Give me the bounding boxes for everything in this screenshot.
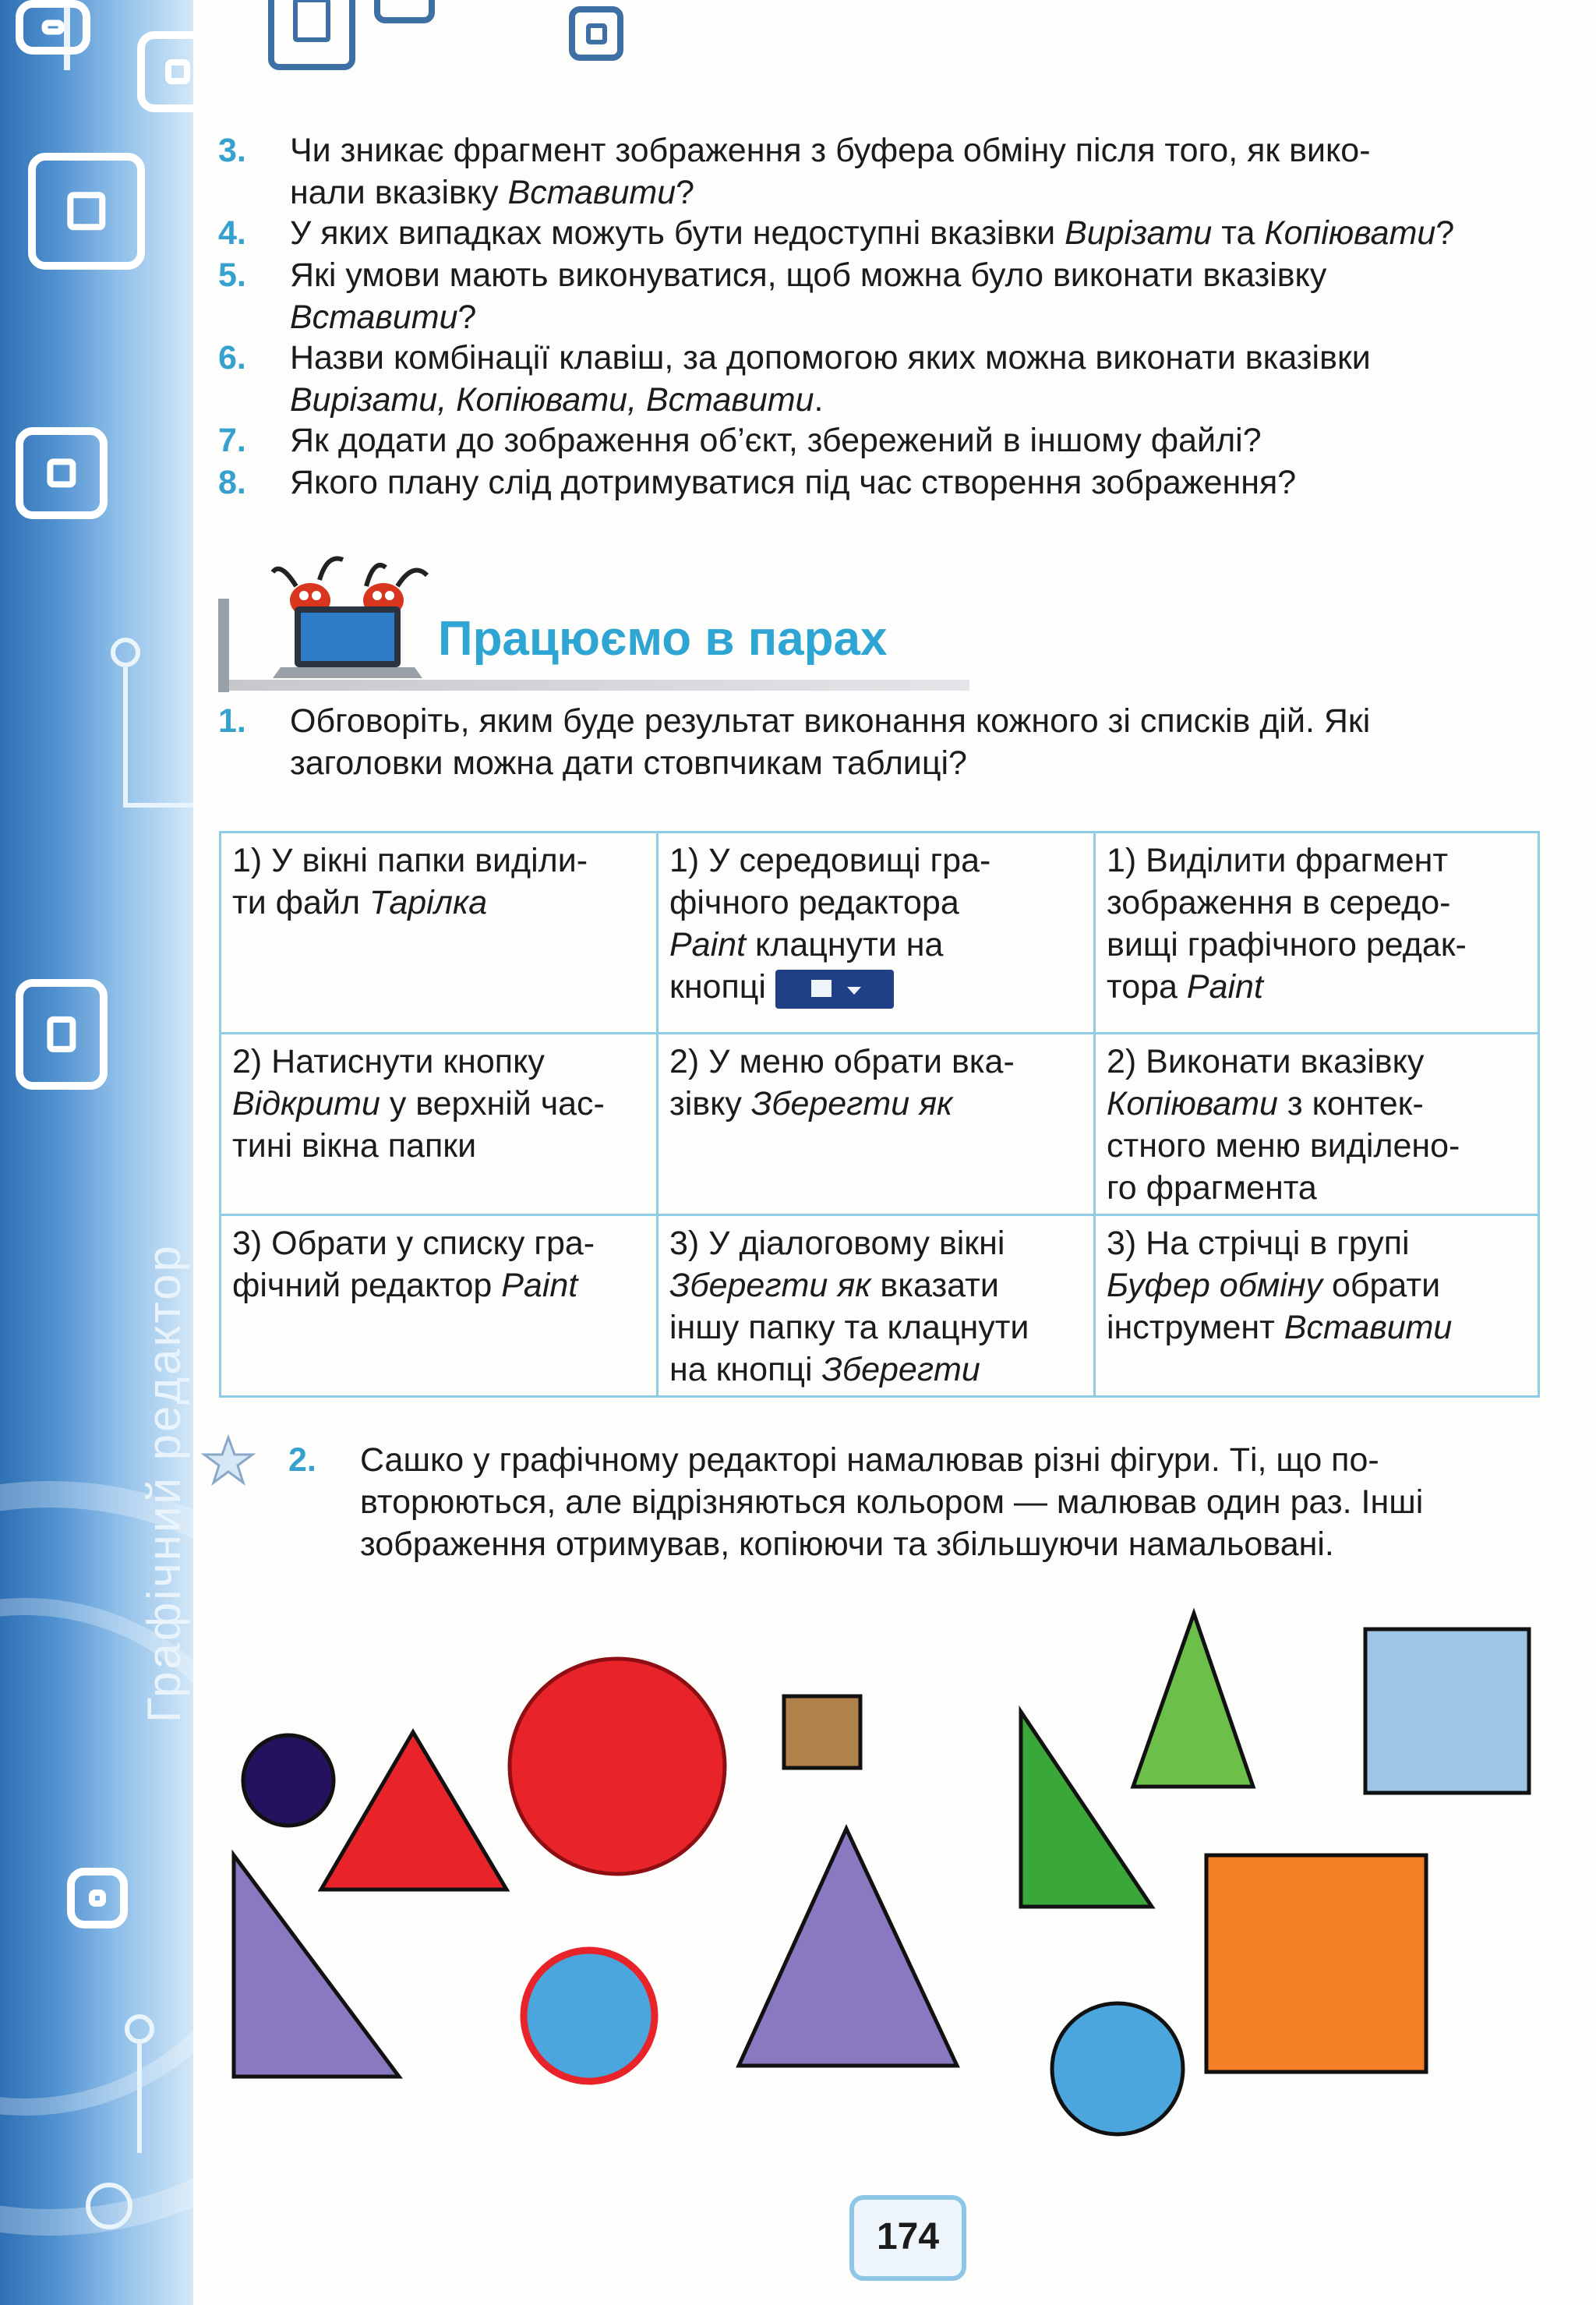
text-run: Як додати до зображення об’єкт, збережений в іншому файлі?	[290, 422, 1262, 459]
blue-circle-red-outline	[524, 1950, 655, 2081]
item-number: 1.	[218, 702, 246, 740]
text-run: нали вказівку	[290, 174, 508, 211]
blue-circle	[1052, 2003, 1183, 2134]
text-run: 2) Виконати вказівку	[1107, 1043, 1425, 1080]
command-name: Вставити	[507, 174, 676, 211]
text-run: фічного редактора	[669, 884, 959, 921]
text-run: зображення отримував, копіюючи та збільшуючи намальовані.	[360, 1525, 1334, 1563]
text-run: Назви комбінації клавіш, за допомогою яких можна виконати вказівки	[290, 339, 1371, 377]
text-run: У яких випадках можуть бути недоступні вказівки	[290, 214, 1065, 252]
text-run: Чи зникає фрагмент зображення з буфера обміну після того, як вико-	[290, 132, 1371, 169]
green-right-triangle	[1021, 1712, 1152, 1907]
small-dark-circle	[243, 1735, 334, 1826]
text-run: Обговоріть, яким буде результат виконання кожного зі списків дій. Які	[290, 702, 1371, 740]
text-run: вторюються, але відрізняються кольором — малював один раз. Інші	[360, 1483, 1424, 1521]
command-name: Paint	[501, 1267, 578, 1304]
text-run: ?	[1435, 214, 1455, 252]
sidebar-label: Графічний редактор	[138, 1243, 190, 1723]
command-name: Вставити	[1284, 1309, 1453, 1346]
command-name: Вирізати, Копіювати, Вставити	[290, 381, 814, 419]
item-number: 6.	[218, 339, 246, 377]
text-run: ти файл	[232, 884, 370, 921]
text-run: обрати	[1322, 1267, 1441, 1304]
text-run: 3) На стрічці в групі	[1107, 1225, 1410, 1262]
text-run: заголовки можна дати стовпчикам таблиці?	[290, 744, 967, 782]
page-number: 174	[849, 2195, 966, 2281]
text-run: іншу папку та клацнути	[669, 1309, 1029, 1346]
text-run: ?	[676, 174, 695, 211]
light-blue-square	[1365, 1629, 1529, 1793]
command-name: Paint	[669, 926, 747, 963]
text-run: 2) У меню обрати вка-	[669, 1043, 1015, 1080]
text-run: 2) Натиснути кнопку	[232, 1043, 545, 1080]
text-run: клацнути на	[746, 926, 944, 963]
command-name: Копіювати	[1264, 214, 1436, 252]
item-number: 7.	[218, 422, 246, 459]
command-name: Зберегти як	[750, 1085, 953, 1122]
text-run: Якого плану слід дотримуватися під час створення зображення?	[290, 464, 1297, 501]
item-number: 8.	[218, 464, 246, 501]
command-name: Копіювати	[1107, 1085, 1278, 1122]
large-red-circle	[510, 1659, 725, 1874]
text-run: 3) Обрати у списку гра-	[232, 1225, 595, 1262]
item-number: 3.	[218, 132, 246, 169]
command-name: Зберегти як	[669, 1267, 871, 1304]
orange-square	[1206, 1855, 1426, 2072]
text-run: та	[1212, 214, 1265, 252]
purple-triangle	[739, 1829, 957, 2066]
text-run: зівку	[669, 1085, 751, 1122]
item-number: 4.	[218, 214, 246, 252]
section-title: Працюємо в парах	[438, 612, 888, 666]
text-run: з контек-	[1277, 1085, 1424, 1122]
light-green-triangle	[1133, 1614, 1253, 1787]
text-run: го фрагмента	[1107, 1169, 1317, 1207]
command-name: Paint	[1186, 968, 1263, 1006]
text-run: ?	[457, 299, 477, 336]
item-number: 2.	[288, 1441, 316, 1479]
text-run: Які умови мають виконуватися, щоб можна було виконати вказівку	[290, 256, 1327, 294]
text-run: вищі графічного редак-	[1107, 926, 1467, 963]
text-run: .	[814, 381, 824, 419]
text-run: 1) Виділити фрагмент	[1107, 842, 1449, 879]
command-name: Вставити	[290, 299, 458, 336]
text-run: тора	[1107, 968, 1187, 1006]
command-name: Буфер обміну	[1107, 1267, 1323, 1304]
command-name: Вирізати	[1065, 214, 1213, 252]
text-run: кнопці	[669, 968, 775, 1006]
text-run: зображення в середо-	[1107, 884, 1451, 921]
item-number: 5.	[218, 256, 246, 294]
command-name: Зберегти	[821, 1351, 980, 1388]
text-run: фічний редактор	[232, 1267, 502, 1304]
text-run: інструмент	[1107, 1309, 1284, 1346]
brown-square	[784, 1696, 860, 1768]
red-triangle	[321, 1732, 507, 1890]
text-run: на кнопці	[669, 1351, 822, 1388]
text-run: 3) У діалоговому вікні	[669, 1225, 1005, 1262]
text-run: 1) У середовищі гра-	[669, 842, 991, 879]
text-run: Сашко у графічному редакторі намалював різні фігури. Ті, що по-	[360, 1441, 1379, 1479]
text-run: у верхній час-	[380, 1085, 605, 1122]
text-run: 1) У вікні папки виділи-	[232, 842, 588, 879]
text-run: тині вікна папки	[232, 1127, 477, 1165]
command-name: Тарілка	[369, 884, 488, 921]
text-run: вказати	[870, 1267, 999, 1304]
command-name: Відкрити	[232, 1085, 380, 1122]
text-run: стного меню виділено-	[1107, 1127, 1460, 1165]
